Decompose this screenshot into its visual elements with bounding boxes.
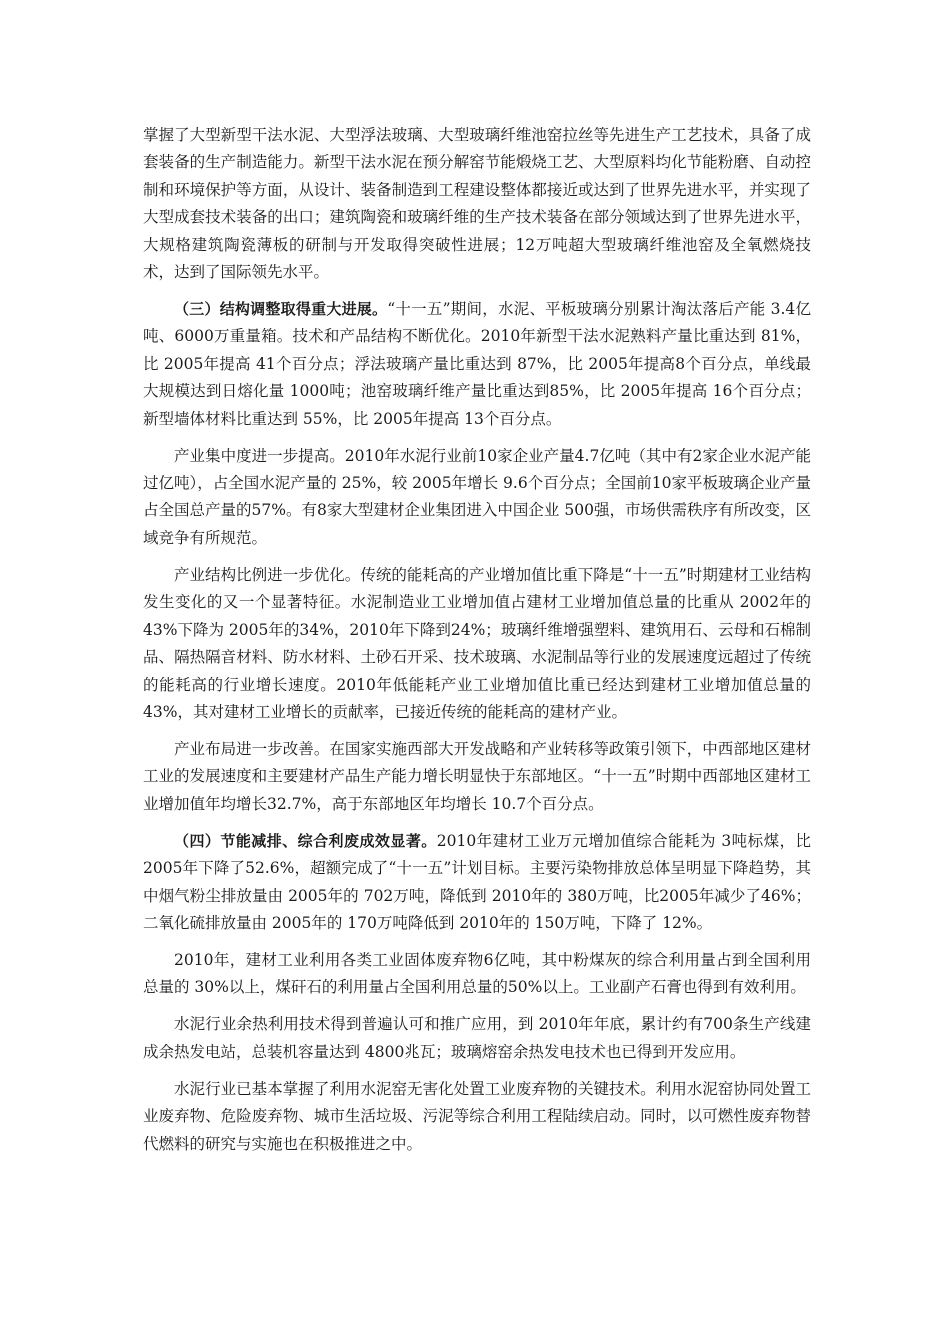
- paragraph-process-technology: [143, 122, 811, 286]
- document-body: [143, 122, 811, 1168]
- paragraph-waste-heat: [143, 1011, 811, 1066]
- section-heading-3: （三）结构调整取得重大进展。: [174, 300, 388, 319]
- paragraph-text: 2010年建材工业万元增加值综合能耗为 3吨标煤，比2005年下降了52.6%，超额完成了“十一五”计划目标。主要污染物排放总体呈明显下降趋势，其中烟气粉尘排放量由 2005年的 702万吨，降低到 2010年的 380万吨，比2005年减少了46%；二氧化硫排放量由 2005年的 170万吨降低到 2010年的 150万吨，下降了 12%。: [143, 831, 811, 932]
- paragraph-text: 2010年，建材工业利用各类工业固体废弃物6亿吨，其中粉煤灰的综合利用量占到全国利用总量的 30%以上，煤矸石的利用量占全国利用总量的50%以上。工业副产石膏也得到有效利用。: [143, 950, 811, 997]
- paragraph-kiln-disposal: [143, 1076, 811, 1158]
- paragraph-industry-layout: [143, 736, 811, 818]
- paragraph-solid-waste: [143, 947, 811, 1002]
- paragraph-text: 产业布局进一步改善。在国家实施西部大开发战略和产业转移等政策引领下，中西部地区建材工业的发展速度和主要建材产品生产能力增长明显快于东部地区。“十一五”时期中西部地区建材工业增加值年均增长32.7%，高于东部地区年均增长 10.7个百分点。: [143, 739, 811, 813]
- paragraph-industry-concentration: [143, 443, 811, 553]
- paragraph-text: 水泥行业余热利用技术得到普遍认可和推广应用，到 2010年年底，累计约有700条生产线建成余热发电站，总装机容量达到 4800兆瓦；玻璃熔窑余热发电技术也已得到开发应用。: [143, 1015, 811, 1061]
- section-heading-4: （四）节能减排、综合利废成效显著。: [174, 831, 437, 850]
- paragraph-text: 产业结构比例进一步优化。传统的能耗高的产业增加值比重下降是“十一五”时期建材工业结构发生变化的又一个显著特征。水泥制造业工业增加值占建材工业增加值总量的比重从 2002年的43%下降为 2005年的34%，2010年下降到24%；玻璃纤维增强塑料、建筑用石、云母和石棉制品、隔热隔音材料、防水材料、土砂石开采、技术玻璃、水泥制品等行业的发展速度远超过了传统的能耗高的行业增长速度。2010年低能耗产业工业增加值比重已经达到建材工业增加值总量的43%，其对建材工业增长的贡献率，已接近传统的能耗高的建材产业。: [143, 565, 811, 721]
- paragraph-industry-structure: [143, 562, 811, 726]
- paragraph-energy-saving: [143, 828, 811, 938]
- paragraph-text: 掌握了大型新型干法水泥、大型浮法玻璃、大型玻璃纤维池窑拉丝等先进生产工艺技术，具备了成套装备的生产制造能力。新型干法水泥在预分解窑节能煅烧工艺、大型原料均化节能粉磨、自动控制和环境保护等方面，从设计、装备制造到工程建设整体都接近或达到了世界先进水平，并实现了大型成套技术装备的出口；建筑陶瓷和玻璃纤维的生产技术装备在部分领域达到了世界先进水平，大规格建筑陶瓷薄板的研制与开发取得突破性进展；12万吨超大型玻璃纤维池窑及全氧燃烧技术，达到了国际领先水平。: [143, 126, 811, 282]
- paragraph-text: 水泥行业已基本掌握了利用水泥窑无害化处置工业废弃物的关键技术。利用水泥窑协同处置工业废弃物、危险废弃物、城市生活垃圾、污泥等综合利用工程陆续启动。同时，以可燃性废弃物替代燃料的研究与实施也在积极推进之中。: [143, 1079, 811, 1153]
- paragraph-structural-adjustment: [143, 296, 811, 433]
- paragraph-text: 产业集中度进一步提高。2010年水泥行业前10家企业产量4.7亿吨（其中有2家企业水泥产能过亿吨），占全国水泥产量的 25%，较 2005年增长 9.6个百分点；全国前10家平板玻璃企业产量占全国总产量的57%。有8家大型建材企业集团进入中国企业 500强，市场供需秩序有所改变，区域竞争有所规范。: [143, 446, 811, 547]
- paragraph-text: “十一五”期间，水泥、平板玻璃分别累计淘汰落后产能 3.4亿吨、6000万重量箱。技术和产品结构不断优化。2010年新型干法水泥熟料产量比重达到 81%，比 2005年提高 41个百分点；浮法玻璃产量比重达到 87%，比 2005年提高8个百分点，单线最大规模达到日熔化量 1000吨；池窑玻璃纤维产量比重达到85%，比 2005年提高 16个百分点；新型墙体材料比重达到 55%，比 2005年提高 13个百分点。: [143, 300, 811, 428]
